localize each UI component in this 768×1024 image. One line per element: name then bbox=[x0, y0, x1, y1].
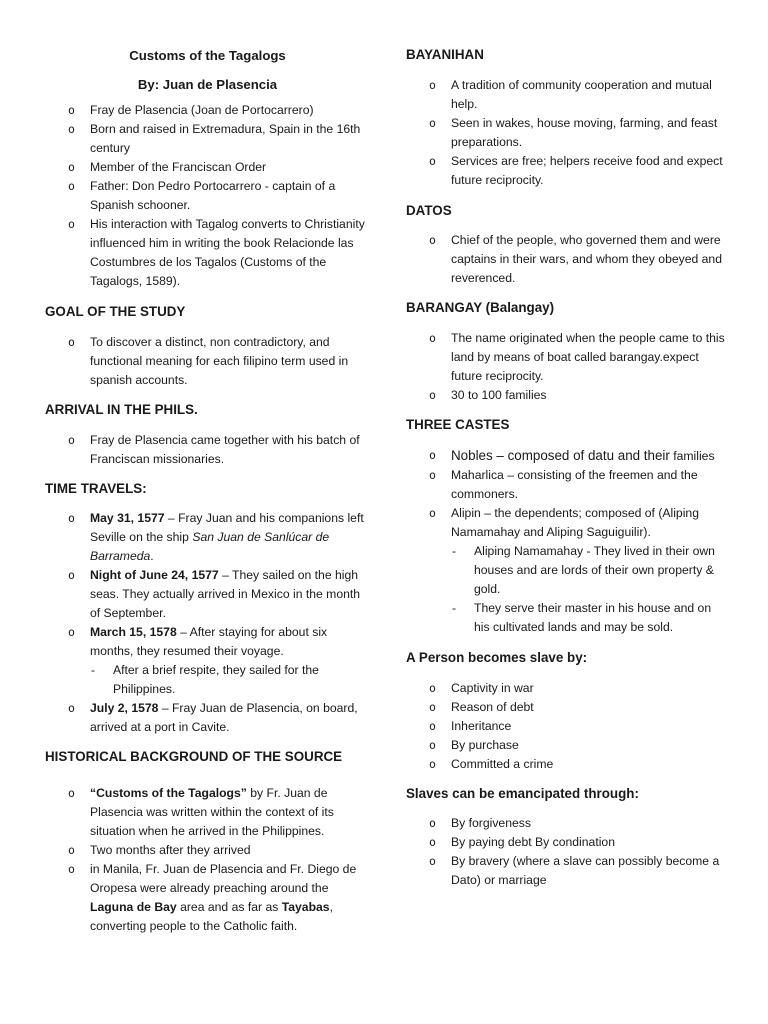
date-text: March 15, 1578 bbox=[90, 625, 177, 639]
list-item: o Seen in wakes, house moving, farming, and feast preparations. bbox=[406, 114, 726, 152]
item-text: Nobles – composed of datu and their bbox=[451, 448, 670, 463]
right-column bbox=[406, 44, 726, 890]
book-title: “Customs of the Tagalogs” bbox=[90, 786, 247, 800]
list-item bbox=[45, 623, 370, 699]
left-column bbox=[45, 44, 370, 936]
list-item bbox=[406, 446, 726, 466]
list-item: o A tradition of community cooperation and mutual help. bbox=[406, 76, 726, 114]
place-name: Tayabas bbox=[281, 900, 330, 914]
sub-list-item: - They serve their master in his house and on his cultivated lands and may be sold. bbox=[406, 599, 726, 637]
sub-list bbox=[45, 661, 370, 699]
list-item: o 30 to 100 families bbox=[406, 386, 726, 405]
list-item: o Captivity in war bbox=[406, 679, 726, 698]
sub-list-item: - Aliping Namamahay - They lived in their own houses and are lords of their own property & gold. bbox=[406, 542, 726, 599]
three-castes-heading: THREE CASTES bbox=[406, 417, 510, 432]
item-text: by Fr. Juan de Plasencia was written within the context of its situation when he arrived in the Philippines. bbox=[90, 786, 334, 838]
item-text: Alipin – the dependents; composed of (Aliping Namamahay and Aliping Saguiguilir). bbox=[451, 506, 699, 539]
date-text: July 2, 1578 bbox=[90, 701, 159, 715]
list-item: o The name originated when the people came to this land by means of boat called barangay.expect future reciprocity. bbox=[406, 329, 726, 386]
list-item: o By bravery (where a slave can possibly become a Dato) or marriage bbox=[406, 852, 726, 890]
bayanihan-list bbox=[406, 76, 726, 190]
item-text: , converting people to the Catholic faith. bbox=[90, 900, 333, 933]
slave-list bbox=[406, 679, 726, 774]
list-item: o Services are free; helpers receive food and expect future reciprocity. bbox=[406, 152, 726, 190]
historical-background-list bbox=[45, 784, 370, 936]
historical-background-heading: HISTORICAL BACKGROUND OF THE SOURCE bbox=[45, 749, 343, 764]
date-text: May 31, 1577 bbox=[90, 511, 165, 525]
time-travels-list bbox=[45, 509, 370, 737]
arrival-list bbox=[45, 431, 370, 469]
list-item: o Two months after they arrived bbox=[45, 841, 370, 860]
intro-list bbox=[45, 101, 370, 291]
list-item bbox=[45, 566, 370, 623]
list-item: o Born and raised in Extremadura, Spain in the 16th century bbox=[45, 120, 370, 158]
list-item: o Committed a crime bbox=[406, 755, 726, 774]
document-byline: By: Juan de Plasencia bbox=[137, 77, 278, 92]
emancipation-list bbox=[406, 814, 726, 890]
time-travels-heading: TIME TRAVELS: bbox=[45, 481, 147, 496]
barangay-heading: BARANGAY (Balangay) bbox=[406, 300, 555, 315]
list-item bbox=[45, 860, 370, 936]
list-item: o To discover a distinct, non contradictory, and functional meaning for each filipino term used in spanish accounts. bbox=[45, 333, 370, 390]
list-item: o His interaction with Tagalog converts to Christianity influenced him in writing the book Relacionde las Costumbres de los Tagalos (Customs of the Tagalogs, 1589). bbox=[45, 215, 370, 291]
list-item bbox=[45, 699, 370, 737]
list-item bbox=[406, 504, 726, 637]
datos-list bbox=[406, 231, 726, 288]
barangay-list bbox=[406, 329, 726, 405]
item-text: area and as far as bbox=[176, 900, 282, 914]
item-text: in Manila, Fr. Juan de Plasencia and Fr. Diego de Oropesa were already preaching around the bbox=[90, 862, 357, 895]
document-title: Customs of the Tagalogs bbox=[129, 48, 286, 63]
sub-list-item: - After a brief respite, they sailed for the Philippines. bbox=[45, 661, 370, 699]
list-item bbox=[45, 509, 370, 566]
goal-heading: GOAL OF THE STUDY bbox=[45, 304, 186, 319]
list-item: o Father: Don Pedro Portocarrero - captain of a Spanish schooner. bbox=[45, 177, 370, 215]
item-text: – They sailed on the high seas. They actually arrived in Mexico in the month of September. bbox=[90, 568, 361, 620]
list-item bbox=[45, 784, 370, 841]
list-item: o Inheritance bbox=[406, 717, 726, 736]
list-item: o Member of the Franciscan Order bbox=[45, 158, 370, 177]
datos-heading: DATOS bbox=[406, 203, 452, 218]
item-text: – Fray Juan de Plasencia, on board, arrived at a port in Cavite. bbox=[90, 701, 358, 734]
three-castes-list bbox=[406, 446, 726, 637]
bayanihan-heading: BAYANIHAN bbox=[406, 47, 484, 62]
ship-name: San Juan de Sanlúcar de Barrameda bbox=[90, 530, 330, 563]
list-item: o Maharlica – consisting of the freemen and the commoners. bbox=[406, 466, 726, 504]
list-item: o By purchase bbox=[406, 736, 726, 755]
item-text: – After staying for about six months, they resumed their voyage. bbox=[90, 625, 328, 658]
list-item: o By forgiveness bbox=[406, 814, 726, 833]
list-item: o Reason of debt bbox=[406, 698, 726, 717]
item-text: families bbox=[669, 449, 715, 463]
list-item: o Fray de Plasencia came together with his batch of Franciscan missionaries. bbox=[45, 431, 370, 469]
item-text: . bbox=[150, 549, 154, 563]
place-name: Laguna de Bay bbox=[90, 900, 177, 914]
slave-heading: A Person becomes slave by: bbox=[406, 650, 588, 665]
arrival-heading: ARRIVAL IN THE PHILS. bbox=[45, 402, 198, 417]
list-item: o Chief of the people, who governed them and were captains in their wars, and whom they obeyed and reverenced. bbox=[406, 231, 726, 288]
date-text: Night of June 24, 1577 bbox=[90, 568, 219, 582]
emancipation-heading: Slaves can be emancipated through: bbox=[406, 786, 639, 801]
list-item: o By paying debt By condination bbox=[406, 833, 726, 852]
sub-list bbox=[406, 542, 726, 637]
item-text: – Fray Juan and his companions left Seville on the ship bbox=[90, 511, 364, 544]
goal-list bbox=[45, 333, 370, 390]
list-item: o Fray de Plasencia (Joan de Portocarrero) bbox=[45, 101, 370, 120]
